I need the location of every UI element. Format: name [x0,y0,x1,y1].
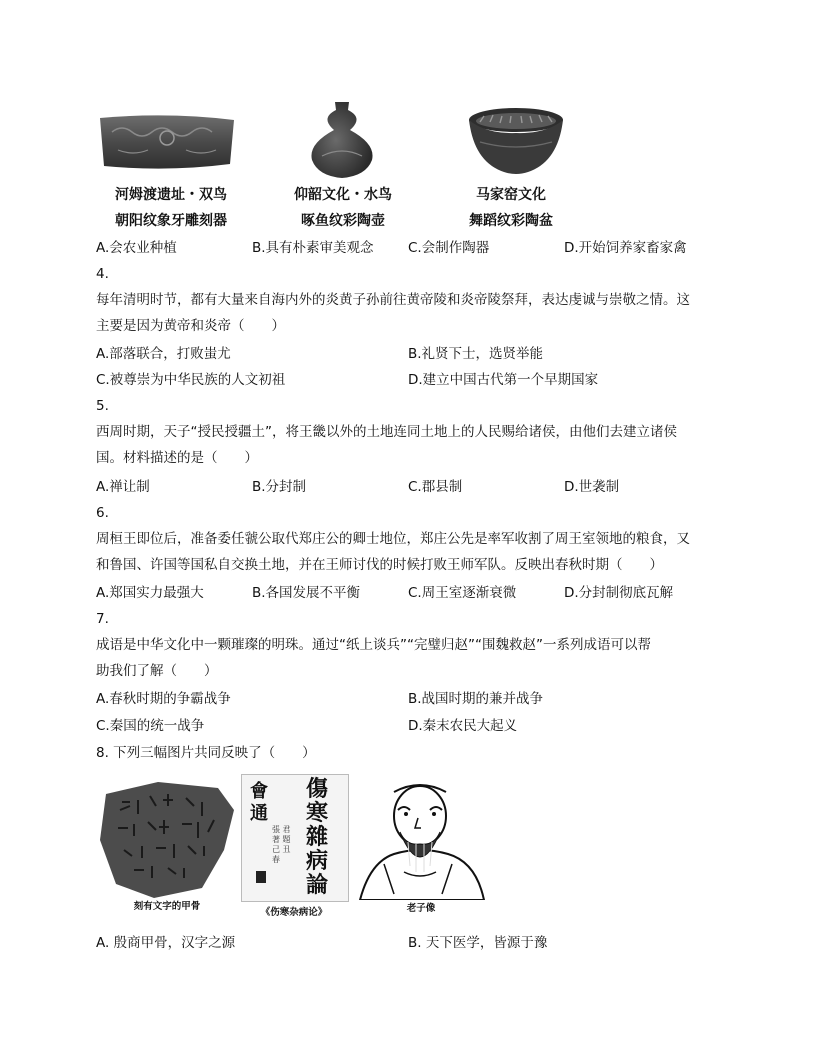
q5-option-a: A.禅让制 [96,479,150,495]
q3-caption-pot [268,184,418,232]
q8-caption-book: 《伤寒杂病论》 [260,907,328,918]
q5-option-c: C.郡县制 [408,479,463,495]
q3-caption-ivory [96,184,246,232]
q7-number: 7. [96,611,109,627]
q6-number: 6. [96,505,109,521]
caption-line: 河姆渡遗址・双鸟 [115,187,227,203]
q6-option-b: B.各国发展不平衡 [252,585,361,601]
q6-option-c: C.周王室逐渐衰微 [408,585,517,601]
q4-stem-line1: 每年清明时节，都有大量来自海内外的炎黄子孙前往黄帝陵和炎帝陵祭拜，表达虔诚与崇敬之情。这 [96,292,690,308]
q5-option-d: D.世袭制 [564,479,620,495]
q4-number: 4. [96,266,109,282]
q8-image-oracle-bone [98,780,236,910]
q3-option-b: B.具有朴素审美观念 [252,240,374,256]
q7-option-a: A.春秋时期的争霸战争 [96,691,231,707]
q5-option-b: B.分封制 [252,479,307,495]
book-seal [256,871,266,883]
q4-stem-line2: 主要是因为黄帝和炎帝（ ） [96,318,285,334]
q8-stem: 8. 下列三幅图片共同反映了（ ） [96,745,316,761]
q5-number: 5. [96,398,109,414]
q8-caption-laozi: 老子像 [406,903,436,914]
q7-stem-line2: 助我们了解（ ） [96,663,218,679]
q6-option-d: D.分封制彻底瓦解 [564,585,674,601]
q3-option-a: A.会农业种植 [96,240,177,256]
q3-option-d: D.开始饲养家畜家禽 [564,240,687,256]
book-small-text: 張 君 著 題 己 丑 春 [272,825,291,864]
q4-option-d: D.建立中国古代第一个早期国家 [408,372,599,388]
q4-option-c: C.被尊崇为中华民族的人文初祖 [96,372,286,388]
q4-option-b: B.礼贤下士，选贤举能 [408,346,544,362]
q6-option-a: A.郑国实力最强大 [96,585,204,601]
q4-option-a: A.部落联合，打败蚩尤 [96,346,231,362]
q3-caption-basin [436,184,586,232]
q7-stem-line1: 成语是中华文化中一颗璀璨的明珠。通过“纸上谈兵”“完璧归赵”“围魏救赵”一系列成语可以帮 [96,637,651,653]
q8-image-book-cover [238,774,350,918]
caption-line: 啄鱼纹彩陶壶 [301,213,385,229]
q3-option-c: C.会制作陶器 [408,240,490,256]
q6-stem-line2: 和鲁国、许国等国私自交换土地，并在王师讨伐的时候打败王师军队。反映出春秋时期（ ） [96,557,663,573]
q6-stem-line1: 周桓王即位后，准备委任虢公取代郑庄公的卿士地位，郑庄公先是率军收割了周王室领地的粮食，又 [96,531,690,547]
book-main-title: 傷寒雜病論 [306,776,329,898]
q8-caption-oracle-bone: 刻有文字的甲骨 [133,901,201,912]
book-cover [241,774,349,902]
q3-image-ivory-carving [98,112,236,172]
q3-image-painted-pot [306,100,378,180]
q8-option-a: A. 殷商甲骨，汉字之源 [96,935,236,951]
q7-option-d: D.秦末农民大起义 [408,718,518,734]
caption-line: 朝阳纹象牙雕刻器 [115,213,227,229]
q5-stem-line2: 国。材料描述的是（ ） [96,450,258,466]
q7-option-b: B.战国时期的兼并战争 [408,691,544,707]
q3-image-painted-basin [466,106,566,178]
q5-stem-line1: 西周时期，天子“授民授疆土”，将王畿以外的土地连同土地上的人民赐给诸侯，由他们去建立诸侯 [96,424,677,440]
q7-option-c: C.秦国的统一战争 [96,718,205,734]
caption-line: 舞蹈纹彩陶盆 [469,213,553,229]
q8-image-laozi-portrait [354,782,488,912]
q8-option-b: B. 天下医学，皆源于豫 [408,935,548,951]
caption-line: 马家窑文化 [476,187,546,203]
caption-line: 仰韶文化・水鸟 [294,187,392,203]
book-side-title: 會通 [250,781,268,824]
